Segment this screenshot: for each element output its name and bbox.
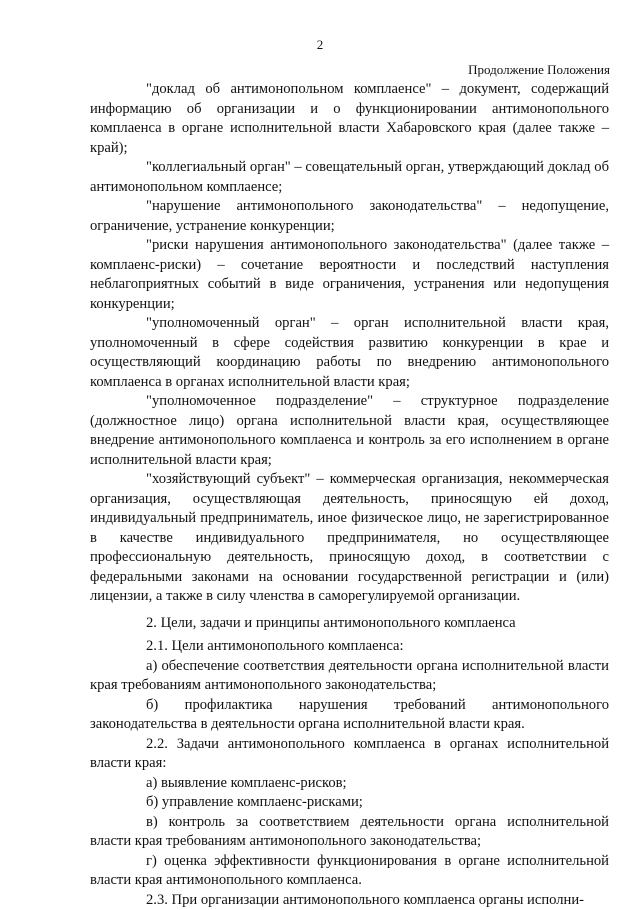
paragraph-2-2-b: б) управление комплаенс-рисками;: [90, 793, 609, 813]
paragraph-2-1-a: а) обеспечение соответствия деятельности органа исполнительной власти края требованиям антимонопольного законодательства;: [90, 657, 609, 696]
paragraph-compliance-risks: "риски нарушения антимонопольного законодательства" (далее также – комплаенс-риски) – сочетание вероятности и последствий наступления неблагоприятных событий в виде ограничения, устранения или недопущения конкуренции;: [90, 236, 609, 314]
paragraph-2-2-c: в) контроль за соответствием деятельности органа исполнительной власти края требованиям антимонопольного законодательства;: [90, 813, 609, 852]
paragraph-authorized-unit: "уполномоченное подразделение" – структурное подразделение (должностное лицо) органа исполнительной власти края, осуществляющее внедрение антимонопольного комплаенса и контроль за его исполнением в органе исполнительной власти края;: [90, 392, 609, 470]
paragraph-business-entity: "хозяйствующий субъект" – коммерческая организация, некоммерческая организация, осуществляющая деятельность, приносящую ей доход, индивидуальный предприниматель, иное физическое лицо, не зарегистрированное в качестве индивидуального предпринимателя, но осуществляющее профессиональную деятельность, приносящую доход, в соответствии с федеральными законами на основании государственной регистрации и (или) лицензии, а также в силу членства в саморегулируемой организации.: [90, 470, 609, 607]
paragraph-authorized-body: "уполномоченный орган" – орган исполнительной власти края, уполномоченный в сфере содействия развитию конкуренции в крае и осуществляющий координацию работы по внедрению антимонопольного комплаенса в органах исполнительной власти края;: [90, 314, 609, 392]
document-body: [90, 80, 609, 910]
paragraph-collegial-body: "коллегиальный орган" – совещательный орган, утверждающий доклад об антимонопольном комплаенсе;: [90, 158, 609, 197]
paragraph-law-violation: "нарушение антимонопольного законодательства" – недопущение, ограничение, устранение конкуренции;: [90, 197, 609, 236]
paragraph-2-1: 2.1. Цели антимонопольного комплаенса:: [90, 637, 609, 657]
paragraph-2-2: 2.2. Задачи антимонопольного комплаенса в органах исполнительной власти края:: [90, 735, 609, 774]
paragraph-2-2-a: а) выявление комплаенс-рисков;: [90, 774, 609, 794]
paragraph-compliance-report: "доклад об антимонопольном комплаенсе" – документ, содержащий информацию об организации и о функционировании антимонопольного комплаенса в органе исполнительной власти Хабаровского края (далее также – край);: [90, 80, 609, 158]
paragraph-2-1-b: б) профилактика нарушения требований антимонопольного законодательства в деятельности органа исполнительной власти края.: [90, 696, 609, 735]
continuation-note: Продолжение Положения: [468, 62, 610, 78]
section-heading: 2. Цели, задачи и принципы антимонопольного комплаенса: [90, 614, 609, 634]
paragraph-2-3: 2.3. При организации антимонопольного комплаенса органы исполни-: [90, 891, 609, 910]
page-number: 2: [0, 37, 640, 53]
paragraph-2-2-d: г) оценка эффективности функционирования в органе исполнительной власти края антимонопольного комплаенса.: [90, 852, 609, 891]
